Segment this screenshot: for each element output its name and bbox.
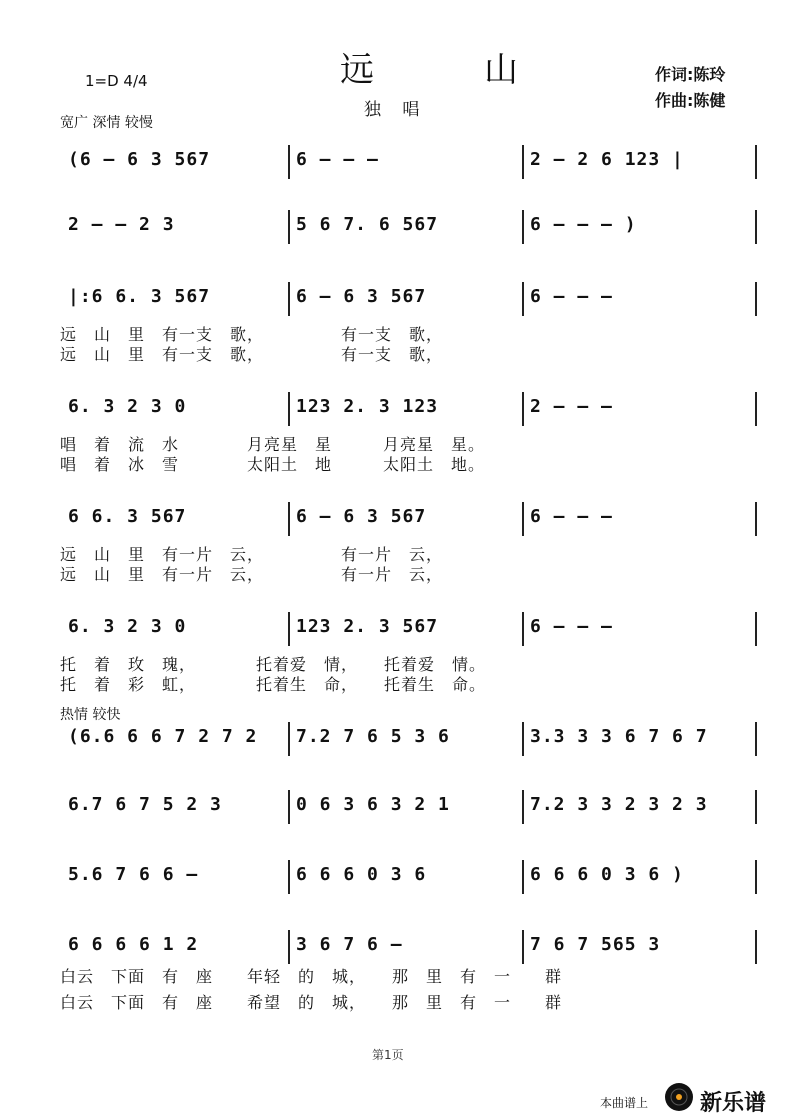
measure: |:6 6. 3 567: [68, 286, 211, 307]
tempo-marking-intro: 宽广 深情 较慢: [60, 115, 153, 131]
measure: 6 – – –: [296, 149, 379, 170]
measure: (6 – 6 3 567: [68, 149, 211, 170]
measure: 6 – 6 3 567: [296, 286, 427, 307]
score-row: [60, 930, 760, 960]
bar-line: [755, 790, 757, 824]
lyric-line: 远 山 里 有一片 云， 有一片 云，: [60, 565, 444, 584]
score-row: [60, 502, 760, 532]
bar-line: [755, 860, 757, 894]
lyric-line: 唱 着 流 水 月亮星 星 月亮星 星。: [60, 435, 486, 454]
bar-line: [755, 210, 757, 244]
measure: 6 6 6 0 3 6 ): [530, 864, 684, 885]
lyric-line: 白云 下面 有 座 希望 的 城， 那 里 有 一 群: [60, 993, 563, 1012]
bar-line: [522, 722, 524, 756]
measure: 3.3 3 3 6 7 6 7: [530, 726, 708, 747]
bar-line: [522, 145, 524, 179]
measure: 2 – – –: [530, 396, 613, 417]
measure: 6 6 6 0 3 6: [296, 864, 427, 885]
measure: 7.2 7 6 5 3 6: [296, 726, 450, 747]
key-signature: 1=D 4/4: [85, 72, 148, 90]
bar-line: [522, 282, 524, 316]
brand-name: 新乐谱: [700, 1091, 767, 1116]
lyric-line: 远 山 里 有一支 歌， 有一支 歌，: [60, 345, 444, 364]
bar-line: [288, 210, 290, 244]
lyric-line: 托 着 彩 虹， 托着生 命， 托着生 命。: [60, 675, 487, 694]
measure: 6. 3 2 3 0: [68, 396, 187, 417]
score-row: [60, 145, 760, 175]
measure: 6.7 6 7 5 2 3: [68, 794, 222, 815]
measure: 2 – – 2 3: [68, 214, 175, 235]
measure: 7 6 7 565 3: [530, 934, 661, 955]
measure: 6 6 6 6 1 2: [68, 934, 199, 955]
bar-line: [755, 282, 757, 316]
source-text: 本曲谱上: [600, 1096, 649, 1110]
measure: 123 2. 3 567: [296, 616, 439, 637]
measure: 2 – 2 6 123 |: [530, 149, 684, 170]
tempo-marking-fast: 热情 较快: [60, 707, 121, 723]
bar-line: [522, 392, 524, 426]
measure: 0 6 3 6 3 2 1: [296, 794, 450, 815]
bar-line: [755, 392, 757, 426]
bar-line: [522, 612, 524, 646]
measure: 7.2 3 3 2 3 2 3: [530, 794, 708, 815]
lyric-line: 白云 下面 有 座 年轻 的 城， 那 里 有 一 群: [60, 967, 563, 986]
measure: 6 – – – ): [530, 214, 637, 235]
bar-line: [522, 860, 524, 894]
record-logo-icon: [664, 1082, 694, 1112]
bar-line: [755, 145, 757, 179]
measure: 6 6. 3 567: [68, 506, 187, 527]
measure: (6.6 6 6 7 2 7 2: [68, 726, 258, 747]
bar-line: [288, 930, 290, 964]
bar-line: [755, 930, 757, 964]
score-row: [60, 282, 760, 312]
measure: 5.6 7 6 6 –: [68, 864, 199, 885]
bar-line: [522, 930, 524, 964]
measure: 123 2. 3 123: [296, 396, 439, 417]
bar-line: [288, 722, 290, 756]
bar-line: [288, 860, 290, 894]
score-row: [60, 860, 760, 890]
lyric-line: 唱 着 冰 雪 太阳土 地 太阳土 地。: [60, 455, 486, 474]
measure: 6. 3 2 3 0: [68, 616, 187, 637]
bar-line: [288, 502, 290, 536]
score-row: [60, 790, 760, 820]
lyricist: 作词:陈玲: [655, 65, 726, 84]
score-row: [60, 392, 760, 422]
composer: 作曲:陈健: [655, 91, 726, 110]
measure: 5 6 7. 6 567: [296, 214, 439, 235]
bar-line: [755, 722, 757, 756]
bar-line: [522, 790, 524, 824]
bar-line: [288, 392, 290, 426]
lyric-line: 托 着 玫 瑰， 托着爱 情， 托着爱 情。: [60, 655, 487, 674]
bar-line: [522, 502, 524, 536]
lyric-line: 远 山 里 有一片 云， 有一片 云，: [60, 545, 444, 564]
score-row: [60, 210, 760, 240]
measure: 6 – – –: [530, 506, 613, 527]
bar-line: [288, 145, 290, 179]
measure: 6 – – –: [530, 286, 613, 307]
bar-line: [755, 612, 757, 646]
measure: 3 6 7 6 –: [296, 934, 403, 955]
page-title: 远 山: [340, 50, 556, 90]
bar-line: [522, 210, 524, 244]
measure: 6 – 6 3 567: [296, 506, 427, 527]
page-number: 第1页: [372, 1048, 404, 1062]
measure: 6 – – –: [530, 616, 613, 637]
score-row: [60, 612, 760, 642]
bar-line: [288, 282, 290, 316]
score-row: [60, 722, 760, 752]
bar-line: [288, 612, 290, 646]
bar-line: [755, 502, 757, 536]
performance-type: 独 唱: [364, 100, 428, 120]
bar-line: [288, 790, 290, 824]
lyric-line: 远 山 里 有一支 歌， 有一支 歌，: [60, 325, 444, 344]
